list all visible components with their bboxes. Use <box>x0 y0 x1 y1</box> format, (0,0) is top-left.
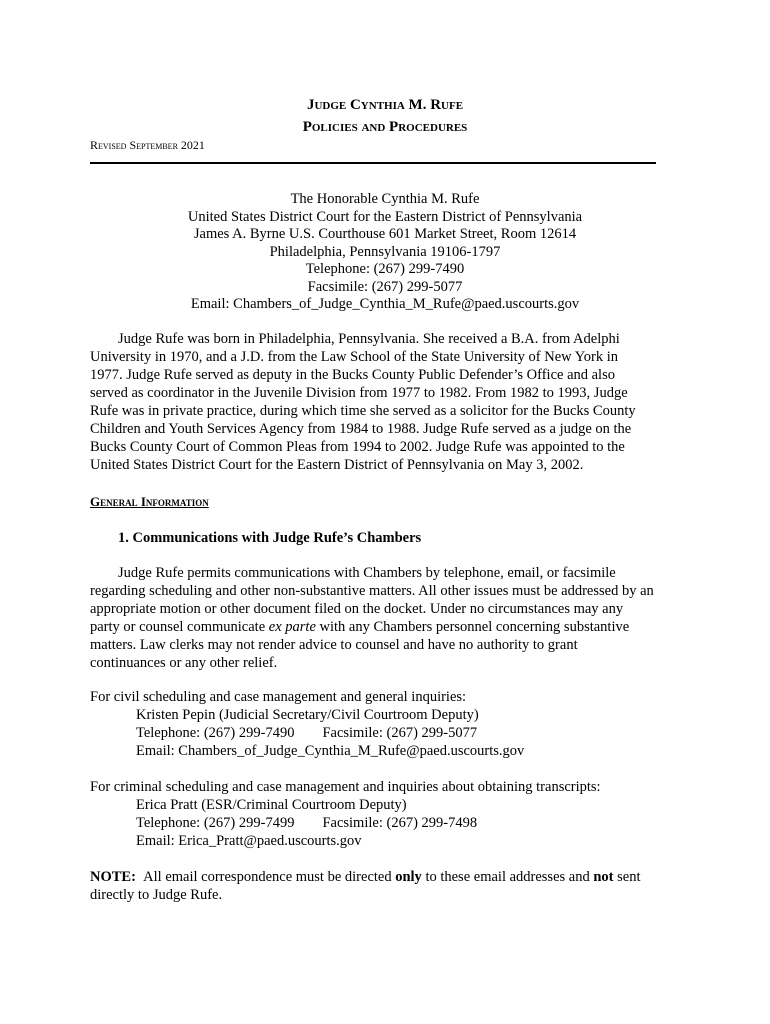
address-line: United States District Court for the Eastern District of Pennsylvania <box>187 208 583 225</box>
bio-line: 1977. Judge Rufe served as deputy in the Bucks County Public Defender’s Office and also <box>90 367 615 383</box>
civil-contact-name: Kristen Pepin (Judicial Secretary/Civil Courtroom Deputy) <box>136 707 479 723</box>
paragraph-line: matters. Law clerks may not render advice to counsel and have no authority to grant <box>90 637 578 653</box>
bio-line: Judge Rufe was born in Philadelphia, Pennsylvania. She received a B.A. from Adelphi <box>118 331 620 347</box>
criminal-contact-block <box>90 778 690 850</box>
note-label: NOTE: <box>90 869 136 885</box>
paragraph-line: appropriate motion or other document filed on the docket. Under no circumstances may any <box>90 601 624 617</box>
address-line: James A. Byrne U.S. Courthouse 601 Market Street, Room 12614 <box>193 226 577 242</box>
note-line: directly to Judge Rufe. <box>90 887 223 903</box>
ex-parte-term: ex parte <box>268 619 316 635</box>
general-information-heading: General Information <box>90 494 209 509</box>
horizontal-rule <box>90 162 656 164</box>
bio-line: Bucks County Court of Common Pleas from 1994 to 2002. Judge Rufe was appointed to the <box>90 439 625 455</box>
section-1-heading: 1. Communications with Judge Rufe’s Chambers <box>118 530 422 546</box>
civil-contact-block <box>90 688 690 760</box>
communications-paragraph <box>90 564 682 672</box>
address-line: Facsimile: (267) 299-5077 <box>307 278 463 295</box>
address-line: Philadelphia, Pennsylvania 19106-1797 <box>269 243 501 260</box>
bio-line: Rufe was in private practice, during which time she served as a solicitor for the Bucks County <box>90 403 636 419</box>
document-title-line1: Judge Cynthia M. Rufe <box>306 97 464 113</box>
criminal-email: Email: Erica_Pratt@paed.uscourts.gov <box>136 833 362 849</box>
civil-email: Email: Chambers_of_Judge_Cynthia_M_Rufe@paed.uscourts.gov <box>136 743 525 759</box>
criminal-contact-name: Erica Pratt (ESR/Criminal Courtroom Deputy) <box>136 797 407 813</box>
address-block <box>0 190 770 313</box>
criminal-intro: For criminal scheduling and case management and inquiries about obtaining transcripts: <box>90 779 601 795</box>
criminal-phone-fax: Telephone: (267) 299-7499 Facsimile: (267) 299-7498 <box>136 815 478 831</box>
civil-phone-fax: Telephone: (267) 299-7490 Facsimile: (267) 299-5077 <box>136 725 478 741</box>
address-line: The Honorable Cynthia M. Rufe <box>290 191 480 207</box>
address-line: Telephone: (267) 299-7490 <box>305 261 465 277</box>
paragraph-line: continuances or any other relief. <box>90 655 278 671</box>
address-line: Email: Chambers_of_Judge_Cynthia_M_Rufe@paed.uscourts.gov <box>190 296 580 312</box>
note-line: NOTE: All email correspondence must be directed only to these email addresses and not sent <box>90 869 641 885</box>
bio-line: United States District Court for the Eastern District of Pennsylvania on May 3, 2002. <box>90 457 584 473</box>
bio-line: served as coordinator in the Juvenile Division from 1977 to 1982. From 1982 to 1993, Judge <box>90 385 628 401</box>
bio-line: University in 1970, and a J.D. from the Law School of the State University of New York in <box>90 349 618 365</box>
civil-intro: For civil scheduling and case management and general inquiries: <box>90 689 467 705</box>
note-paragraph <box>90 868 690 904</box>
bio-line: Children and Youth Services Agency from 1984 to 1988. Judge Rufe served as a judge on the <box>90 421 632 437</box>
revised-date: Revised September 2021 <box>90 138 205 152</box>
paragraph-line: regarding scheduling and other non-substantive matters. All other issues must be addressed by an <box>90 583 654 599</box>
paragraph-line: party or counsel communicate ex parte with any Chambers personnel concerning substantive <box>90 619 630 635</box>
paragraph-line: Judge Rufe permits communications with Chambers by telephone, email, or facsimile <box>118 565 616 581</box>
document-title-line2: Policies and Procedures <box>302 119 468 135</box>
biography-paragraph <box>90 330 682 474</box>
